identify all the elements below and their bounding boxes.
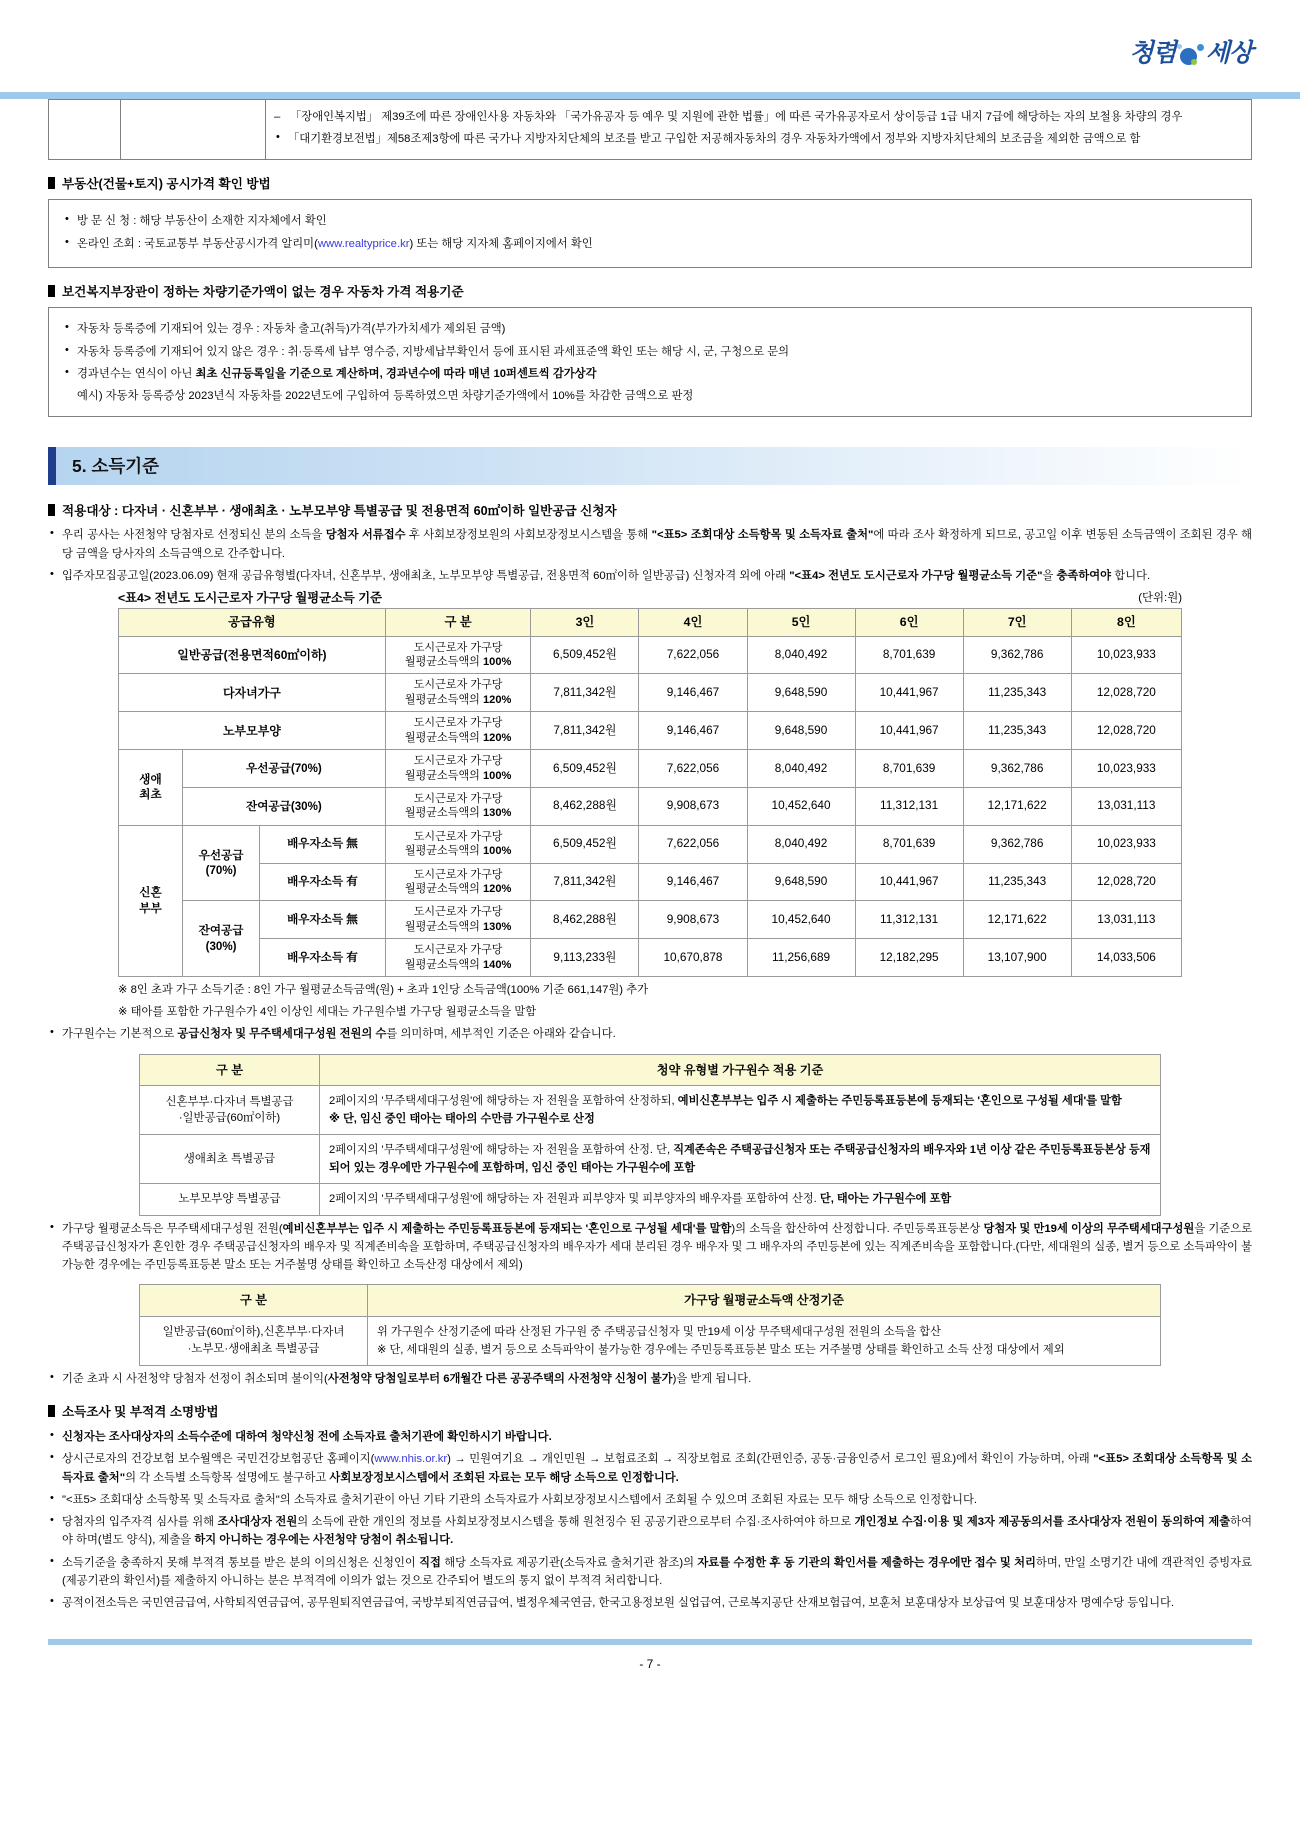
income-calc-body [140,1316,1161,1365]
list-item: • 방 문 신 청 : 해당 부동산이 소재한 지자체에서 확인 [63,212,1237,230]
cell-amount: 9,648,590 [747,863,855,901]
cell-amount: 8,701,639 [855,825,963,863]
cell-amount: 7,811,342원 [531,863,639,901]
car-example: 예시) 자동차 등록증상 2023년식 자동차를 2022년도에 구입하여 등록하였으면 차량기준가액에서 10%를 차감한 금액으로 판정 [77,390,694,403]
cell-amount: 6,509,452원 [531,750,639,788]
plain-text: )을 받게 됩니다. [672,1373,752,1386]
cell-amount: 12,171,622 [963,787,1071,825]
plain-text: 우리 공사는 사전청약 당첨자로 선정되신 분의 소득을 [62,529,326,542]
cell-criteria: 도시근로자 가구당 월평균소득액의 100% [385,750,531,788]
cell-amount: 10,023,933 [1071,825,1181,863]
realty-list [63,212,1237,253]
logo-text-left: 청렴 [1129,38,1176,67]
emphasis-text: 사전청약 당첨일로부터 6개월간 다른 공공주택의 사전청약 신청이 불가 [327,1373,673,1386]
cell-criteria: 도시근로자 가구당 월평균소득액의 130% [385,787,531,825]
car-price-box [48,307,1252,416]
table-row [119,750,1182,788]
table-row [119,674,1182,712]
cell-amount: 11,235,343 [963,712,1071,750]
emphasis-text: "<표5> 조회대상 소득항목 및 소득자료 출처" [651,529,874,542]
brand-logo [1129,34,1252,72]
table4-unit: (단위:원) [1138,592,1182,605]
plain-text: 해당 소득자료 제공기관(소득자료 출처기관 참조)의 [440,1556,698,1569]
list-item: • 온라인 조회 : 국토교통부 부동산공시가격 알리미(www.realtyprice.kr) 또는 해당 지자체 홈페이지에서 확인 [63,235,1237,253]
table-row [140,1316,1161,1365]
cell-amount: 9,908,673 [639,787,747,825]
cell-supply-type: 노부모부양 [119,712,386,750]
plain-text: )의 소득을 합산하여 산정합니다. 주민등록표등본상 [731,1222,984,1235]
cell-amount: 8,040,492 [747,825,855,863]
emphasis-text: 충족하여야 [1056,569,1112,582]
emphasis-text: 직접 [419,1556,441,1569]
list-item: • 자동차 등록증에 기재되어 있지 않은 경우 : 취·등록세 납부 영수증, 지방세납부확인서 등에 표시된 과세표준액 확인 또는 해당 시, 군, 구청으로 문의 [63,343,1237,361]
cell-amount: 7,622,056 [639,636,747,674]
household-intro-list [48,1025,1252,1043]
cell-amount: 7,622,056 [639,750,747,788]
cell-subtype: 잔여공급 (30%) [182,901,259,977]
cell-subtype: 잔여공급(30%) [182,787,385,825]
realtyprice-link[interactable]: www.realtyprice.kr [317,237,410,250]
cell-amount: 13,031,113 [1071,787,1181,825]
cell-criteria [320,1184,1161,1215]
plain-text: 가구당 월평균소득은 무주택세대구성원 전원( [62,1222,283,1235]
table-row [140,1184,1161,1215]
list-item [48,1428,1252,1446]
plain-text: 하며, 만일 소명기간 내에 객관적인 증빙자료(제공기관의 확인서)를 제출하지 아니하는 분은 부적격에 이의가 없는 것으로 간주되어 별도의 통지 없이 부적격 처리합니다. [62,1556,1252,1588]
list-item [48,526,1252,563]
cell-criteria: 도시근로자 가구당 월평균소득액의 120% [385,712,531,750]
list-item: • 자동차 등록증에 기재되어 있는 경우 : 자동차 출고(취득)가격(부가가치세가 제외된 금액) [63,320,1237,338]
cell-amount: 12,028,720 [1071,863,1181,901]
cell-amount: 10,452,640 [747,787,855,825]
table-row [140,1135,1161,1184]
emphasis-text: 신청자는 조사대상자의 소득수준에 대하여 청약신청 전에 소득자료 출처기관에 확인하시기 바랍니다. [62,1430,552,1443]
plain-text: 에 따라 조사 확정하게 되므로, 공고일 이후 변동된 소득금액이 조회된 경우 해당 금액을 당사자의 소득금액으로 간주합니다. [62,529,1253,560]
heading-income-survey: 소득조사 및 부적격 소명방법 [48,1404,1252,1422]
cell-amount: 9,908,673 [639,901,747,939]
realty-price-box [48,199,1252,268]
emphasis-text: 단, 태아는 가구원수에 포함 [819,1193,952,1206]
cell-amount: 10,441,967 [855,863,963,901]
plain-text: 을 [1042,569,1057,582]
page-number: - 7 - [639,1656,661,1671]
table-row [140,1085,1161,1134]
cell-division: 신혼부부·다자녀 특별공급 ·일반공급(60㎡이하) [140,1085,320,1134]
th-p5: 5인 [747,608,855,636]
cell-amount: 10,441,967 [855,674,963,712]
list-item [48,1220,1252,1275]
cell-criteria: 도시근로자 가구당 월평균소득액의 120% [385,674,531,712]
th-p3: 3인 [531,608,639,636]
list-item [48,1491,1252,1509]
cell-criteria: 도시근로자 가구당 월평균소득액의 140% [385,939,531,977]
cell-amount: 9,146,467 [639,712,747,750]
cell-amount: 12,028,720 [1071,712,1181,750]
heading-car-price: 보건복지부장관이 정하는 차량기준가액이 없는 경우 자동차 가격 적용기준 [48,284,1252,302]
cell-criteria [320,1135,1161,1184]
plain-text: 소득기준을 충족하지 못해 부적격 통보를 받은 분의 이의신청은 신청인이 [62,1556,420,1569]
table-row [119,863,1182,901]
cell-amount: 10,023,933 [1071,750,1181,788]
dash-list [274,108,1243,126]
table4-header-row [119,608,1182,636]
emphasis-text: 조사대상자 전원 [217,1516,298,1529]
cell-division: 생애최초 특별공급 [140,1135,320,1184]
cell-amount: 8,040,492 [747,750,855,788]
emphasis-text: 예비신혼부부는 입주 시 제출하는 주민등록표등본에 등재되는 '혼인으로 구성될 세대'를 말함 [677,1094,1122,1107]
section5-bullets [48,526,1252,585]
income-calc-list [48,1220,1252,1275]
cell-amount: 8,462,288원 [531,787,639,825]
plain-text: 하여야 하며(별도 양식), 제출을 [62,1516,1252,1547]
plain-text: 입주자모집공고일(2023.06.09) 현재 공급유형별(다자녀, 신혼부부, 생애최초, 노부모부양 특별공급, 전용면적 60㎡이하 일반공급) 신청자격 외에 아래 [62,569,790,582]
standard-line-2: ※ 단, 세대원의 실종, 별거 등으로 소득파악이 불가능한 경우에는 주민등록표등본 말소 또는 거주불명 상태를 확인하고 소득 산정 대상에서 제외 [377,1343,1065,1356]
bullet-item: • 「대기환경보전법」제58조제3항에 따른 국가나 지방자치단체의 보조를 받고 구입한 저공해자동차의 경우 자동차가액에서 정부와 지방자치단체의 보조금을 제외한 금액으로 함 [274,130,1243,148]
cell-criteria: 도시근로자 가구당 월평균소득액의 120% [385,863,531,901]
income-calc-table [139,1284,1161,1366]
page-content [0,99,1300,1613]
cell-amount: 9,362,786 [963,636,1071,674]
income-survey-bullets [48,1428,1252,1613]
cell-amount: 7,622,056 [639,825,747,863]
household-table-head [140,1054,1161,1085]
cell-amount: 8,701,639 [855,750,963,788]
plain-text: 기준 초과 시 사전청약 당첨자 선정이 취소되며 불이익( [62,1373,328,1386]
table-row [119,712,1182,750]
cell-empty-2 [121,100,266,160]
cell-criteria [320,1085,1161,1134]
emphasis-text: 공급신청자 및 무주택세대구성원 전원의 수 [177,1028,387,1041]
emphasis-text: 사회보장정보시스템에서 조회된 자료는 모두 해당 소득으로 인정합니다. [329,1471,679,1484]
header-row [140,1054,1161,1085]
dash-item: – 「장애인복지법」 제39조에 따른 장애인사용 자동차와 「국가유공자 등 예우 및 지원에 관한 법률」에 따른 국가유공자로서 상이등급 1급 내지 7급에 해당하는 자의 보철용 차량의 경우 [274,108,1243,126]
list-item [48,1554,1252,1591]
household-criteria-table [139,1054,1161,1216]
cell-criteria: 도시근로자 가구당 월평균소득액의 100% [385,636,531,674]
plain-text: 합니다. [1111,569,1151,582]
cell-amount: 8,462,288원 [531,901,639,939]
list-item: • 경과년수는 연식이 아닌 최초 신규등록일을 기준으로 계산하며, 경과년수에 따라 매년 10퍼센트씩 감가상각 [63,365,1237,383]
plain-text: 당첨자의 입주자격 심사를 위해 [62,1516,218,1529]
table-row [119,825,1182,863]
table4-title: <표4> 전년도 도시근로자 가구당 월평균소득 기준 [118,591,382,606]
table4-body [119,636,1182,977]
plain-text: 을 기준으로 주택공급신청자가 혼인한 경우 주택공급신청자의 배우자 및 직계존비속을 포함하며, 주택공급신청자의 배우자가 세대 분리된 경우 배우자 및 그 배우자의 주민등본에 있는 직계존비속을 포함합니다.(다만, 세대원의 실종, 별거 등으로 소득파악이 불가능한 경우에는 주민등록표등본 말소 또는 거주불명 상태를 확인하고 소득산정 대상에서 제외) [62,1222,1253,1272]
cell-amount: 14,033,506 [1071,939,1181,977]
cell-amount: 9,146,467 [639,674,747,712]
th-p8: 8인 [1071,608,1181,636]
cell-standard [368,1316,1161,1365]
cell-amount: 10,452,640 [747,901,855,939]
emphasis-text: 당첨자 및 만19세 이상의 무주택세대구성원 [983,1222,1195,1235]
heading-realty-price: 부동산(건물+토지) 공시가격 확인 방법 [48,176,1252,194]
rich-text [62,529,1252,559]
cell-criteria: 도시근로자 가구당 월평균소득액의 130% [385,901,531,939]
cell-amount: 13,031,113 [1071,901,1181,939]
emphasis-text: 직계존속은 주택공급신청자 또는 주택공급신청자의 배우자와 1년 이상 같은 주민등록표등본상 등재되어 있는 경우에만 가구원수에 포함하며, 임신 중인 태아는 가구원수에 포함 [329,1144,1151,1175]
table-row [119,939,1182,977]
emphasis-text: "<표4> 전년도 도시근로자 가구당 월평균소득 기준" [789,569,1043,582]
section-banner-income [48,447,1252,485]
plain-text: 후 사회보장정보원의 사회보장정보시스템을 통해 [405,529,652,542]
cell-amount: 9,648,590 [747,712,855,750]
page-header [0,0,1300,92]
footer-rule [48,1639,1252,1645]
plain-text: 공적이전소득은 국민연금급여, 사학퇴직연금급여, 공무원퇴직연금급여, 국방부퇴직연금급여, 별정우체국연금, 한국고용정보원 실업급여, 근로복지공단 산재보험급여, 보훈처 보훈대상자 보상급여 및 보훈대상자 명예수당 등입니다. [62,1597,1175,1610]
plain-text: 2페이지의 '무주택세대구성원'에 해당하는 자 전원을 포함하여 산정하되, [329,1094,678,1107]
th-division: 구 분 [140,1285,368,1316]
table4-notes [118,981,1182,1021]
list-item [48,567,1252,585]
cell-amount: 13,107,900 [963,939,1071,977]
table4-head [119,608,1182,636]
continuation-table [48,99,1252,160]
table-row [119,787,1182,825]
standard-line-1: 위 가구원수 산정기준에 따라 산정된 가구원 중 주택공급신청자 및 만19세 이상 무주택세대구성원 전원의 소득을 합산 [377,1325,941,1338]
th-p7: 7인 [963,608,1071,636]
header-rule [0,92,1300,99]
cell-spouse-income: 배우자소득 有 [260,939,386,977]
car-list [63,320,1237,383]
emphasis-text: 예비신혼부부는 입주 시 제출하는 주민등록표등본에 등재되는 '혼인으로 구성될 세대'를 말함 [282,1222,732,1235]
cell-amount: 12,171,622 [963,901,1071,939]
plain-text: 를 의미하며, 세부적인 기준은 아래와 같습니다. [386,1028,616,1041]
note-line: ※ 8인 초과 가구 소득기준 : 8인 가구 월평균소득금액(원) + 초과 1인당 소득금액(100% 기준 661,147원) 추가 [118,984,649,997]
cell-spouse-income: 배우자소득 有 [260,863,386,901]
cell-amount: 9,648,590 [747,674,855,712]
table-row [119,901,1182,939]
cell-criteria: 도시근로자 가구당 월평균소득액의 100% [385,825,531,863]
cell-amount: 10,670,878 [639,939,747,977]
cell-amount: 12,182,295 [855,939,963,977]
cell-amount: 11,235,343 [963,674,1071,712]
cell-amount: 9,113,233원 [531,939,639,977]
cell-amount: 10,441,967 [855,712,963,750]
cell-empty-1 [49,100,121,160]
cell-amount: 11,312,131 [855,787,963,825]
rich-text [62,570,1150,582]
th-p6: 6인 [855,608,963,636]
cell-amount: 6,509,452원 [531,636,639,674]
cell-amount: 9,362,786 [963,750,1071,788]
cell-amount: 7,811,342원 [531,712,639,750]
rich-text [62,1373,751,1385]
plain-text: 2페이지의 '무주택세대구성원'에 해당하는 자 전원을 포함하여 산정. 단, [329,1144,674,1157]
cell-amount: 10,023,933 [1071,636,1181,674]
th-p4: 4인 [639,608,747,636]
header-row [140,1285,1161,1316]
rich-text [62,1223,1252,1272]
emphasis-text: 개인정보 수집·이용 및 제3자 제공동의서를 조사대상자 전원이 동의하여 제출 [854,1516,1231,1529]
household-table-body [140,1085,1161,1215]
cell-subtype: 우선공급 (70%) [182,825,259,901]
cell-amount: 11,235,343 [963,863,1071,901]
table4-caption [118,589,1182,607]
cell-group: 신혼 부부 [119,825,183,976]
list-item [48,1450,1252,1487]
plain-text: "<표5> 조회대상 소득항목 및 소득자료 출처"의 소득자료 출처기관이 아닌 기타 기관의 소득자료가 사회보장정보시스템에서 조회될 수 있으며 조회된 자료는 모두 해당 소득으로 인정합니다. [62,1493,978,1506]
cell-amount: 7,811,342원 [531,674,639,712]
emphasis-text: 하지 아니하는 경우에는 사전청약 당첨이 취소됩니다. [194,1534,454,1547]
over-limit-list [48,1370,1252,1388]
cell-amount: 8,701,639 [855,636,963,674]
plain-text: ) → 민원여기요 → 개인민원 → 보험료조회 → 직장보험료 조회(간편인증, 공동·금융인증서 로그인 필요)에서 확인이 가능하며, 아래 [447,1453,1094,1466]
heading-apply-target: 적용대상 : 다자녀 · 신혼부부 · 생애최초 · 노부모부양 특별공급 및 전용면적 60㎡이하 일반공급 신청자 [48,503,1252,521]
table4-income-standards [118,608,1182,978]
cell-spouse-income: 배우자소득 無 [260,901,386,939]
rich-text [62,1028,616,1040]
cell-supply-type: 다자녀가구 [119,674,386,712]
cell-amount: 6,509,452원 [531,825,639,863]
th-supply-type: 공급유형 [119,608,386,636]
th-standard: 가구당 월평균소득액 산정기준 [368,1285,1161,1316]
th-division: 구 분 [385,608,531,636]
logo-text-right: 세상 [1205,38,1252,67]
list-item [48,1370,1252,1388]
list-item [48,1594,1252,1612]
emphasis-text: "<표5> 조회대상 소득항목 및 소득자료 출처" [62,1453,1252,1484]
plain-text: 2페이지의 '무주택세대구성원'에 해당하는 자 전원과 피부양자 및 피부양자의 배우자를 포함하여 산정. [329,1193,820,1206]
income-calc-head [140,1285,1161,1316]
cell-amount: 9,146,467 [639,863,747,901]
emphasis-text: 당첨자 서류접수 [325,529,406,542]
cell-amount: 11,256,689 [747,939,855,977]
external-link[interactable]: www.nhis.or.kr [374,1453,448,1466]
cell-spouse-income: 배우자소득 無 [260,825,386,863]
cell-amount: 9,362,786 [963,825,1071,863]
cell-division: 일반공급(60㎡이하),신혼부부·다자녀 ·노부모·생애최초 특별공급 [140,1316,368,1365]
note-line: ※ 태아를 포함한 가구원수가 4인 이상인 세대는 가구원수별 가구당 월평균소득을 말함 [118,1006,537,1019]
cell-notes [266,100,1252,160]
asterisk-note: ※ 단, 임신 중인 태아는 태아의 수만큼 가구원수로 산정 [329,1113,595,1126]
banner-accent-bar [48,447,56,485]
list-item [48,1025,1252,1043]
th-criteria: 청약 유형별 가구원수 적용 기준 [320,1054,1161,1085]
th-division: 구 분 [140,1054,320,1085]
cell-subtype: 우선공급(70%) [182,750,385,788]
plain-text: 상시근로자의 건강보험 보수월액은 국민건강보험공단 홈페이지( [62,1453,375,1466]
plain-text: 의 각 소득별 소득항목 설명에도 불구하고 [125,1471,330,1484]
cell-amount: 11,312,131 [855,901,963,939]
cell-amount: 12,028,720 [1071,674,1181,712]
section-title: 5. 소득기준 [72,455,160,476]
plain-text: 가구원수는 기본적으로 [62,1028,178,1041]
table-row [119,636,1182,674]
bullet-list [274,130,1243,148]
cell-division: 노부모부양 특별공급 [140,1184,320,1215]
logo-globe-icon [1176,44,1206,66]
plain-text: 의 소득에 관한 개인의 정보를 사회보장정보시스템을 통해 원천징수 된 공공기관으로부터 수집·조사하여야 하므로 [297,1516,855,1529]
list-item [48,1513,1252,1550]
cell-amount: 8,040,492 [747,636,855,674]
cell-supply-type: 일반공급(전용면적60㎡이하) [119,636,386,674]
emphasis-text: 자료를 수정한 후 동 기관의 확인서를 제출하는 경우에만 접수 및 처리 [697,1556,1036,1569]
cell-group: 생애 최초 [119,750,183,826]
